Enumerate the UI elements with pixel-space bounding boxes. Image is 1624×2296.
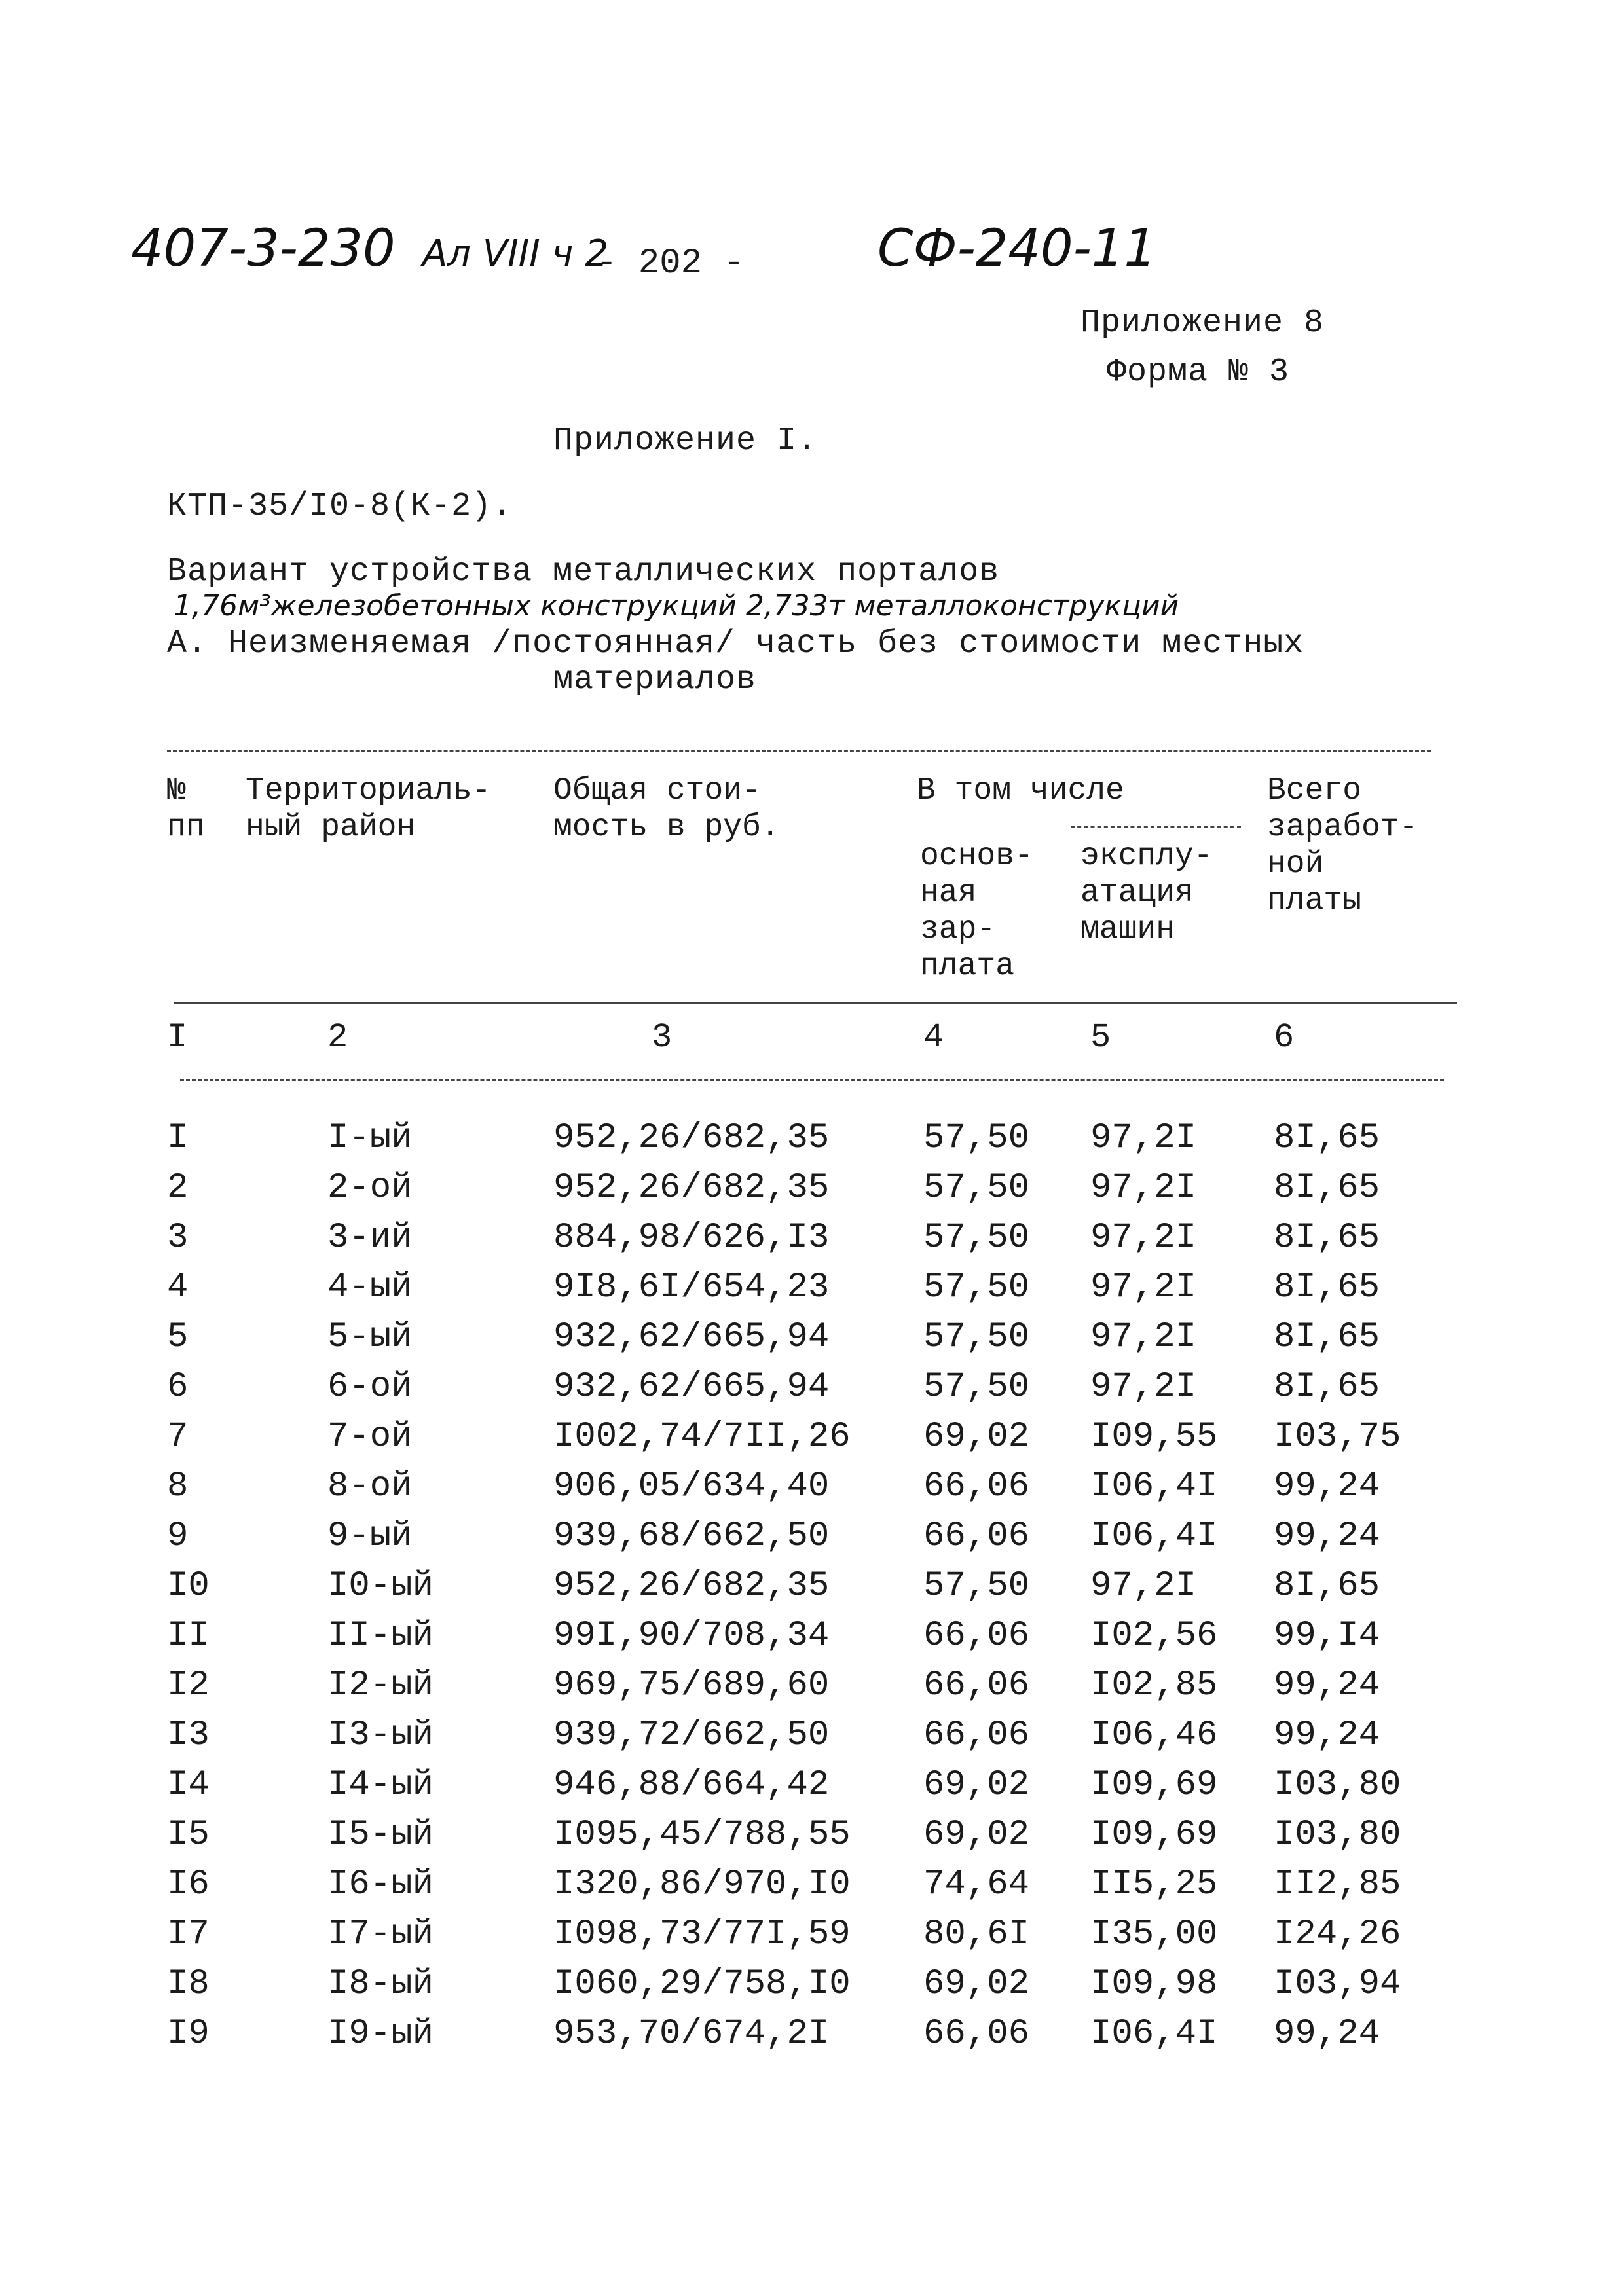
cell-base-salary: 80,6I [923, 1914, 1030, 1954]
table-row [0, 1964, 1624, 2014]
cell-district: I9-ый [327, 2014, 434, 2054]
column-numbers [0, 1018, 1624, 1068]
cell-machine-operation: I09,69 [1090, 1815, 1218, 1855]
cell-district: I3-ый [327, 1715, 434, 1755]
cell-district: I2-ый [327, 1666, 434, 1705]
cell-base-salary: 66,06 [923, 1616, 1030, 1656]
cell-total-cost: I002,74/7II,26 [553, 1417, 851, 1457]
cell-row-number: I2 [167, 1666, 210, 1705]
cell-district: 3-ий [327, 1218, 413, 1258]
cell-total-cost: I320,86/970,I0 [553, 1865, 851, 1904]
table-row [0, 2014, 1624, 2064]
cell-total-wages: I03,80 [1274, 1765, 1401, 1805]
cell-machine-operation: 97,2I [1090, 1118, 1197, 1158]
cell-total-wages: 8I,65 [1274, 1168, 1380, 1208]
cell-machine-operation: II5,25 [1090, 1865, 1218, 1904]
cell-machine-operation: 97,2I [1090, 1566, 1197, 1606]
cell-row-number: I6 [167, 1865, 210, 1904]
colnum-2: 2 [327, 1018, 348, 1057]
cell-row-number: I [167, 1118, 189, 1158]
cell-total-wages: 99,24 [1274, 1715, 1380, 1755]
cell-district: 6-ой [327, 1367, 413, 1407]
table-row [0, 1218, 1624, 1267]
cell-base-salary: 57,50 [923, 1267, 1030, 1307]
cell-base-salary: 57,50 [923, 1566, 1030, 1606]
header-base-salary: основ- ная зар- плата [920, 839, 1033, 984]
cell-machine-operation: I02,85 [1090, 1666, 1218, 1705]
cell-total-wages: 8I,65 [1274, 1118, 1380, 1158]
cell-base-salary: 57,50 [923, 1118, 1030, 1158]
cell-machine-operation: I06,4I [1090, 1516, 1218, 1556]
table-row [0, 1317, 1624, 1367]
cell-total-cost: 99I,90/708,34 [553, 1616, 830, 1656]
cell-machine-operation: I09,69 [1090, 1765, 1218, 1805]
cell-machine-operation: I09,55 [1090, 1417, 1218, 1457]
cell-total-cost: 969,75/689,60 [553, 1666, 830, 1705]
ktp-code: КТП-35/I0-8(К-2). [167, 488, 513, 525]
cell-base-salary: 66,06 [923, 1467, 1030, 1506]
table-row [0, 1267, 1624, 1317]
cell-base-salary: 57,50 [923, 1168, 1030, 1208]
cell-total-wages: 99,I4 [1274, 1616, 1380, 1656]
cell-district: II-ый [327, 1616, 434, 1656]
group-underline [1071, 826, 1241, 828]
cell-district: 2-ой [327, 1168, 413, 1208]
cell-district: I8-ый [327, 1964, 434, 2004]
cell-base-salary: 69,02 [923, 1964, 1030, 2004]
colnum-3: 3 [652, 1018, 673, 1057]
cell-row-number: 2 [167, 1168, 189, 1208]
cell-row-number: I3 [167, 1715, 210, 1755]
cell-base-salary: 57,50 [923, 1317, 1030, 1357]
cell-base-salary: 69,02 [923, 1417, 1030, 1457]
colnum-6: 6 [1274, 1018, 1295, 1057]
cell-base-salary: 57,50 [923, 1218, 1030, 1258]
table-row [0, 1666, 1624, 1715]
cell-district: I7-ый [327, 1914, 434, 1954]
cell-machine-operation: 97,2I [1090, 1317, 1197, 1357]
cell-total-wages: I24,26 [1274, 1914, 1401, 1954]
cell-total-cost: 939,72/662,50 [553, 1715, 830, 1755]
cell-district: 7-ой [327, 1417, 413, 1457]
cell-base-salary: 66,06 [923, 1715, 1030, 1755]
cell-row-number: I4 [167, 1765, 210, 1805]
cell-base-salary: 66,06 [923, 1666, 1030, 1705]
cell-machine-operation: I06,4I [1090, 1467, 1218, 1506]
cell-row-number: 7 [167, 1417, 189, 1457]
cell-total-cost: 952,26/682,35 [553, 1168, 830, 1208]
cell-total-wages: 8I,65 [1274, 1317, 1380, 1357]
handwritten-sheet-code: СФ-240-11 [877, 219, 1157, 278]
cell-base-salary: 66,06 [923, 1516, 1030, 1556]
table-row [0, 1118, 1624, 1168]
title-line-1: Вариант устройства металлических порталов [167, 553, 1000, 591]
table-row [0, 1566, 1624, 1616]
numbers-bottom-rule [180, 1079, 1444, 1081]
cell-machine-operation: 97,2I [1090, 1267, 1197, 1307]
header-total-wages: Всего заработ- ной платы [1267, 773, 1418, 919]
cell-total-cost: 9I8,6I/654,23 [553, 1267, 830, 1307]
cell-total-wages: 8I,65 [1274, 1267, 1380, 1307]
appendix-center-label: Приложение I. [553, 422, 818, 460]
cell-total-wages: II2,85 [1274, 1865, 1401, 1904]
appendix-label: Приложение 8 [1080, 304, 1325, 342]
table-row [0, 1715, 1624, 1765]
table-row [0, 1865, 1624, 1914]
cell-district: I5-ый [327, 1815, 434, 1855]
cell-row-number: I8 [167, 1964, 210, 2004]
handwritten-album: Ал VIII ч 2 [422, 232, 609, 275]
cell-machine-operation: I06,4I [1090, 2014, 1218, 2054]
cell-district: I0-ый [327, 1566, 434, 1606]
cell-total-cost: I060,29/758,I0 [553, 1964, 851, 2004]
table-row [0, 1815, 1624, 1865]
cell-total-cost: 953,70/674,2I [553, 2014, 830, 2054]
table-row [0, 1467, 1624, 1516]
cell-machine-operation: I09,98 [1090, 1964, 1218, 2004]
cell-total-wages: 99,24 [1274, 1467, 1380, 1506]
cell-total-cost: I095,45/788,55 [553, 1815, 851, 1855]
cell-district: 4-ый [327, 1267, 413, 1307]
title-line-3: А. Неизменяемая /постоянная/ часть без стоимости местных [167, 625, 1304, 663]
cell-total-cost: 932,62/665,94 [553, 1367, 830, 1407]
cell-row-number: 3 [167, 1218, 189, 1258]
table-row [0, 1168, 1624, 1218]
cell-district: I4-ый [327, 1765, 434, 1805]
cell-district: 9-ый [327, 1516, 413, 1556]
cell-total-wages: 8I,65 [1274, 1367, 1380, 1407]
cell-machine-operation: I35,00 [1090, 1914, 1218, 1954]
cell-total-wages: I03,94 [1274, 1964, 1401, 2004]
cell-total-wages: I03,75 [1274, 1417, 1401, 1457]
cell-district: I-ый [327, 1118, 413, 1158]
cell-machine-operation: 97,2I [1090, 1218, 1197, 1258]
header-bottom-rule [174, 1002, 1457, 1004]
cell-total-wages: 99,24 [1274, 1516, 1380, 1556]
cell-total-wages: 8I,65 [1274, 1566, 1380, 1606]
colnum-4: 4 [923, 1018, 944, 1057]
cell-row-number: 4 [167, 1267, 189, 1307]
table-top-rule [167, 750, 1431, 752]
cell-total-wages: 8I,65 [1274, 1218, 1380, 1258]
cell-base-salary: 57,50 [923, 1367, 1030, 1407]
table-row [0, 1914, 1624, 1964]
cell-district: 8-ой [327, 1467, 413, 1506]
header-total-cost: Общая стои- мость в руб. [553, 773, 780, 845]
page-number: - 202 - [596, 244, 745, 283]
cell-total-wages: I03,80 [1274, 1815, 1401, 1855]
header-number: № пп [167, 773, 205, 845]
cell-total-cost: 939,68/662,50 [553, 1516, 830, 1556]
cell-base-salary: 69,02 [923, 1815, 1030, 1855]
cell-total-wages: 99,24 [1274, 1666, 1380, 1705]
cell-machine-operation: I02,56 [1090, 1616, 1218, 1656]
cell-total-cost: I098,73/77I,59 [553, 1914, 851, 1954]
table-row [0, 1516, 1624, 1566]
header-machine-operation: эксплу- атация машин [1080, 839, 1213, 947]
cell-total-cost: 952,26/682,35 [553, 1566, 830, 1606]
cell-total-wages: 99,24 [1274, 2014, 1380, 2054]
cell-row-number: 9 [167, 1516, 189, 1556]
cell-row-number: I7 [167, 1914, 210, 1954]
colnum-5: 5 [1090, 1018, 1111, 1057]
cell-row-number: I0 [167, 1566, 210, 1606]
cell-district: I6-ый [327, 1865, 434, 1904]
table-row [0, 1765, 1624, 1815]
cell-machine-operation: 97,2I [1090, 1367, 1197, 1407]
cell-row-number: I9 [167, 2014, 210, 2054]
cell-row-number: II [167, 1616, 210, 1656]
table-row [0, 1367, 1624, 1417]
cell-machine-operation: 97,2I [1090, 1168, 1197, 1208]
cell-total-cost: 932,62/665,94 [553, 1317, 830, 1357]
title-line-4: материалов [553, 661, 757, 699]
cell-row-number: I5 [167, 1815, 210, 1855]
header-including: В том числе [917, 773, 1124, 809]
handwritten-doc-code: 407-3-230 [131, 219, 396, 278]
cell-district: 5-ый [327, 1317, 413, 1357]
colnum-1: I [167, 1018, 188, 1057]
cell-base-salary: 74,64 [923, 1865, 1030, 1904]
cell-machine-operation: I06,46 [1090, 1715, 1218, 1755]
title-line-2-handwritten: 1,76м³железобетонных конструкций 2,733т металлоконструкций [174, 589, 1179, 623]
table-row [0, 1616, 1624, 1666]
cell-row-number: 8 [167, 1467, 189, 1506]
cell-row-number: 5 [167, 1317, 189, 1357]
table-row [0, 1417, 1624, 1467]
form-label: Форма № 3 [1107, 354, 1290, 391]
cell-base-salary: 69,02 [923, 1765, 1030, 1805]
header-district: Территориаль- ный район [246, 773, 491, 845]
cell-base-salary: 66,06 [923, 2014, 1030, 2054]
cell-row-number: 6 [167, 1367, 189, 1407]
cell-total-cost: 946,88/664,42 [553, 1765, 830, 1805]
cell-total-cost: 884,98/626,I3 [553, 1218, 830, 1258]
cell-total-cost: 906,05/634,40 [553, 1467, 830, 1506]
cell-total-cost: 952,26/682,35 [553, 1118, 830, 1158]
